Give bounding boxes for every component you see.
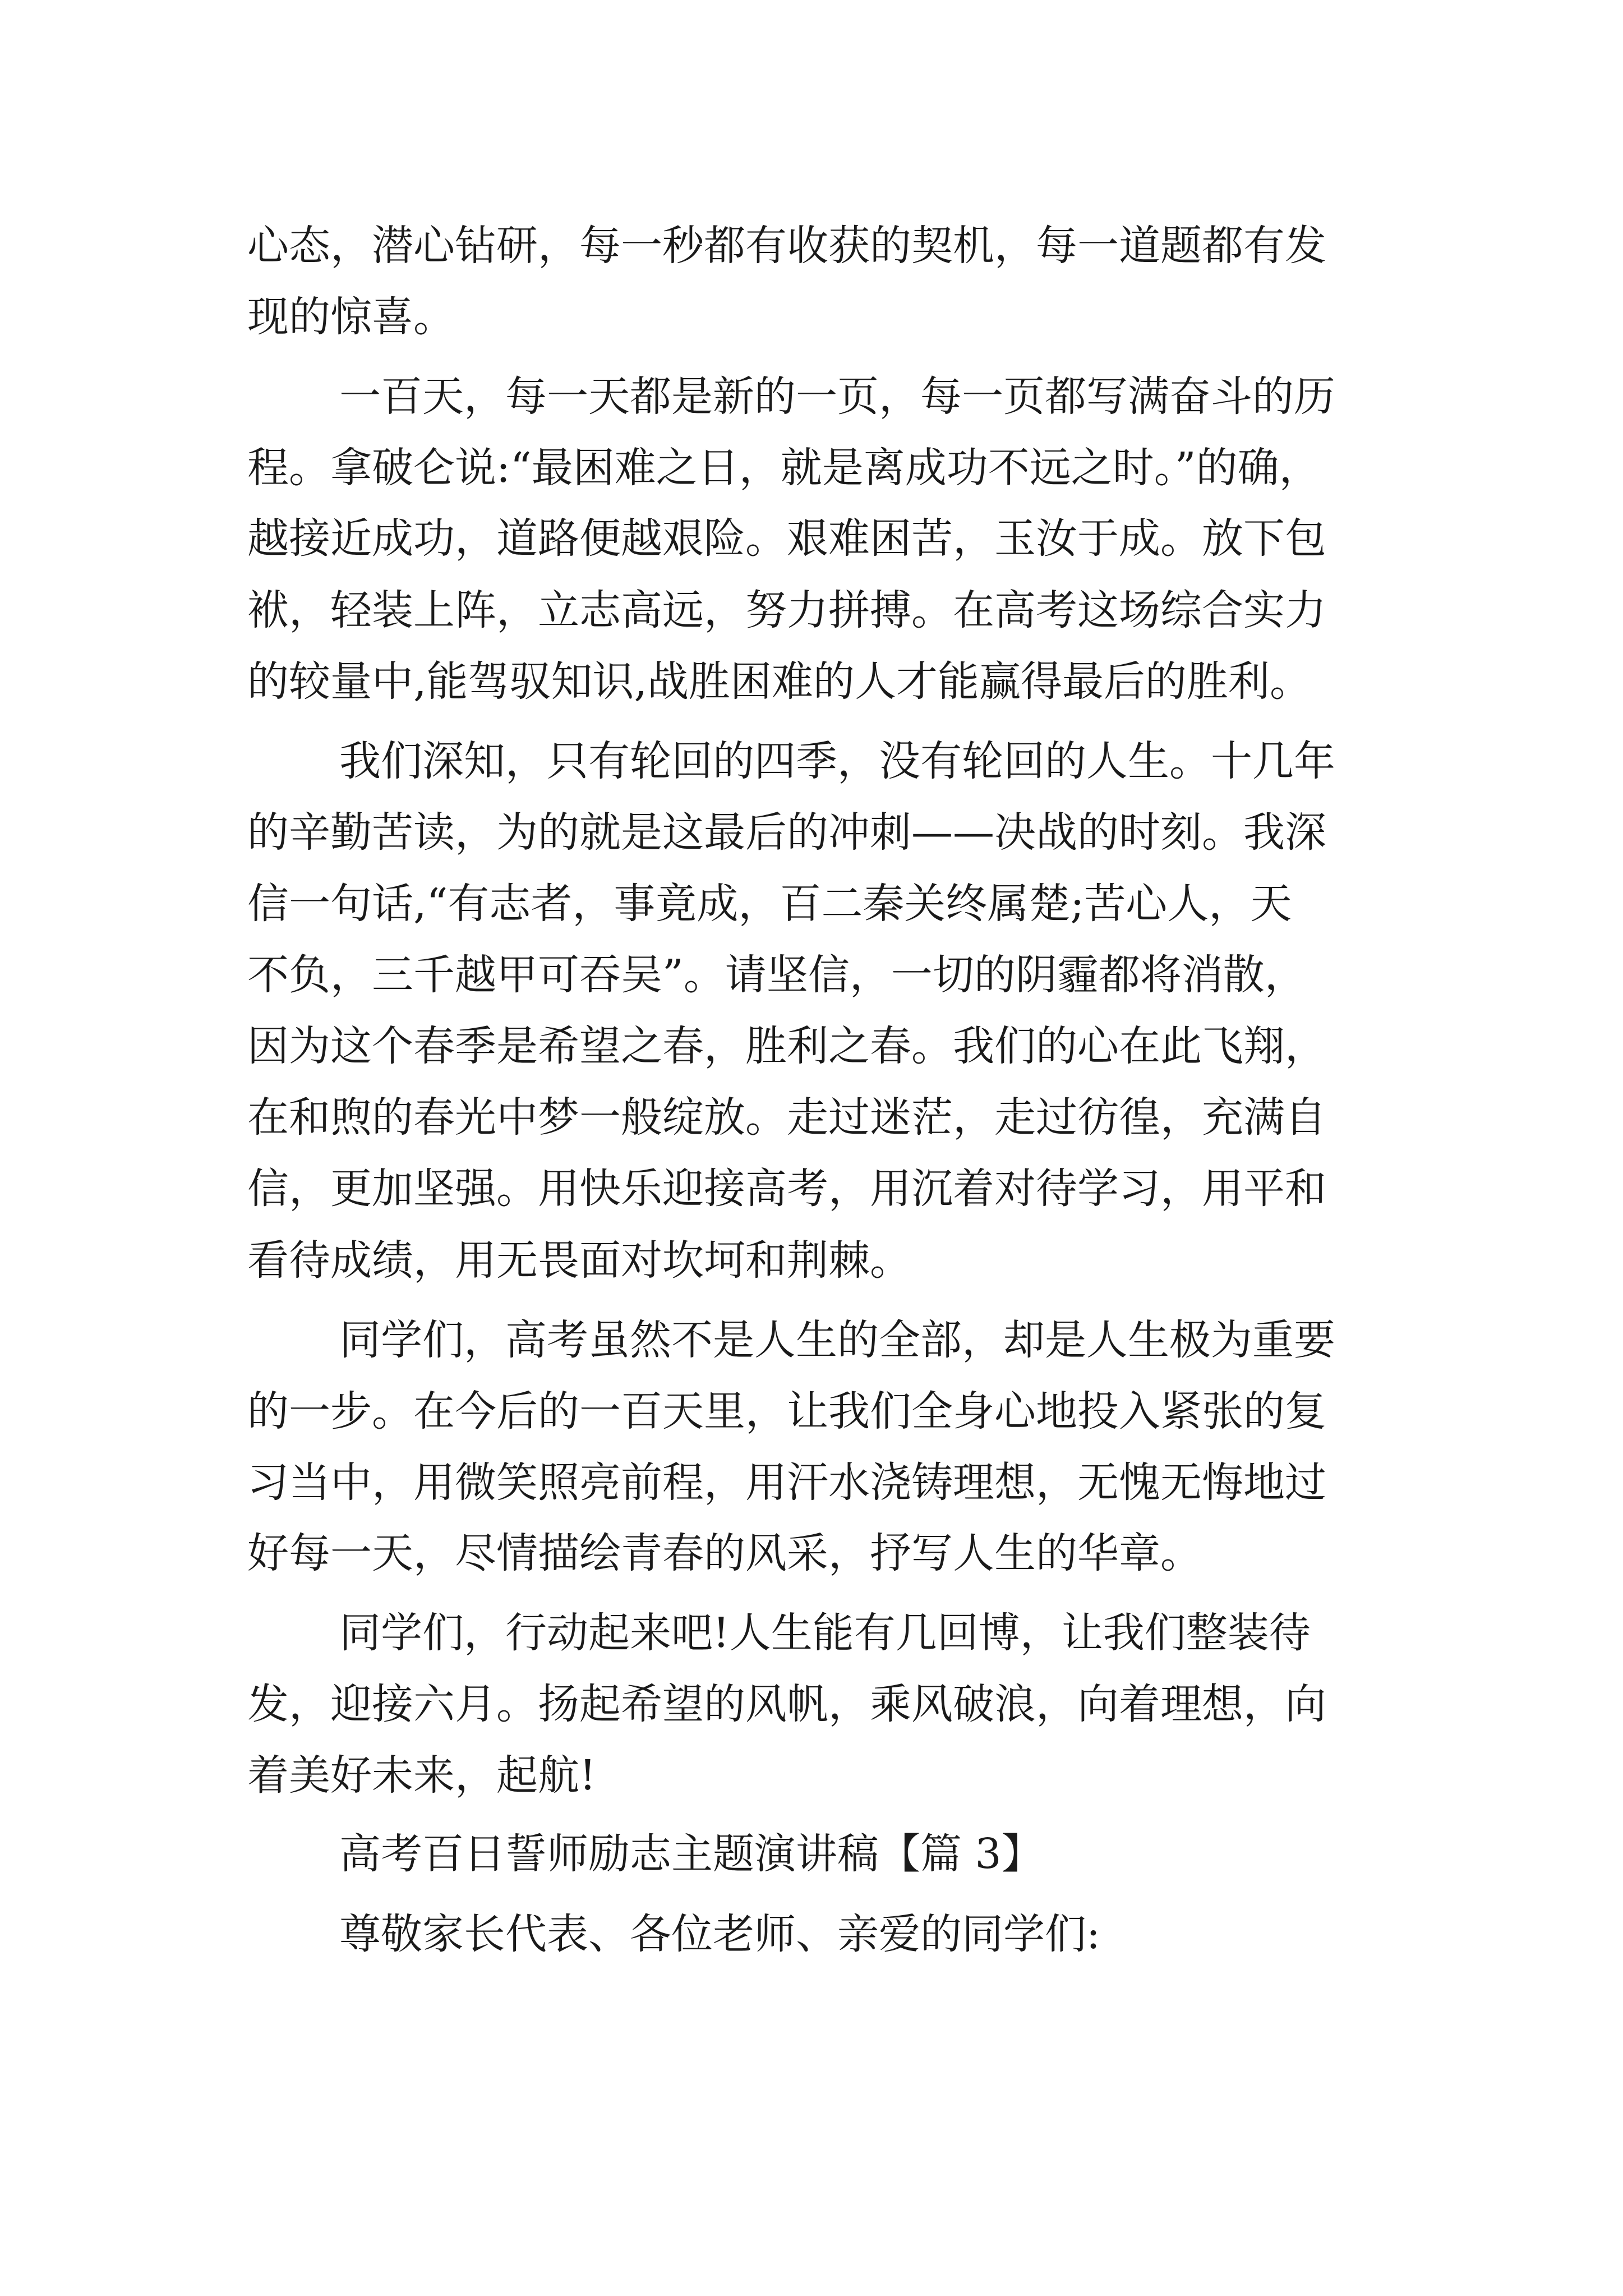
- salutation-line: 尊敬家长代表、各位老师、亲爱的同学们:: [339, 1910, 1100, 1958]
- paragraph-line: 现的惊喜。: [247, 293, 455, 341]
- paragraph-line: 同学们，行动起来吧!人生能有几回博，让我们整装待: [339, 1609, 1311, 1657]
- paragraph-line: 袱，轻装上阵，立志高远，努力拼搏。在高考这场综合实力: [247, 586, 1326, 634]
- paragraph-line: 我们深知，只有轮回的四季，没有轮回的人生。十几年: [339, 737, 1335, 785]
- paragraph-line: 的较量中,能驾驭知识,战胜困难的人才能赢得最后的胜利。: [247, 657, 1312, 706]
- paragraph-line: 一百天，每一天都是新的一页，每一页都写满奋斗的历: [339, 372, 1335, 421]
- paragraph-line: 程。拿破仑说:“最困难之日，就是离成功不远之时。”的确，: [247, 444, 1321, 492]
- paragraph-line: 不负，三千越甲可吞吴”。请坚信，一切的阴霾都将消散，: [247, 951, 1306, 999]
- paragraph-line: 心态，潜心钻研，每一秒都有收获的契机，每一道题都有发: [247, 222, 1326, 270]
- paragraph-line: 的一步。在今后的一百天里，让我们全身心地投入紧张的复: [247, 1387, 1326, 1435]
- paragraph-line: 着美好未来，起航!: [247, 1751, 596, 1800]
- paragraph-line: 因为这个春季是希望之春，胜利之春。我们的心在此飞翔，: [247, 1022, 1326, 1070]
- paragraph-line: 在和煦的春光中梦一般绽放。走过迷茫，走过彷徨，充满自: [247, 1093, 1326, 1142]
- paragraph-line: 发，迎接六月。扬起希望的风帆，乘风破浪，向着理想，向: [247, 1680, 1326, 1728]
- paragraph-line: 好每一天，尽情描绘青春的风采，抒写人生的华章。: [247, 1529, 1202, 1577]
- paragraph-line: 习当中，用微笑照亮前程，用汗水浇铸理想，无愧无悔地过: [247, 1458, 1326, 1507]
- paragraph-line: 信一句话,“有志者，事竟成，百二秦关终属楚;苦心人，天: [247, 880, 1292, 928]
- paragraph-line: 看待成绩，用无畏面对坎坷和荆棘。: [247, 1236, 911, 1285]
- section-heading: 高考百日誓师励志主题演讲稿【篇 3】: [339, 1830, 1043, 1878]
- paragraph-line: 信，更加坚强。用快乐迎接高考，用沉着对待学习，用平和: [247, 1165, 1326, 1213]
- paragraph-line: 越接近成功，道路便越艰险。艰难困苦，玉汝于成。放下包: [247, 514, 1326, 563]
- paragraph-line: 的辛勤苦读，为的就是这最后的冲刺——决战的时刻。我深: [247, 808, 1326, 857]
- paragraph-line: 同学们，高考虽然不是人生的全部，却是人生极为重要: [339, 1316, 1335, 1364]
